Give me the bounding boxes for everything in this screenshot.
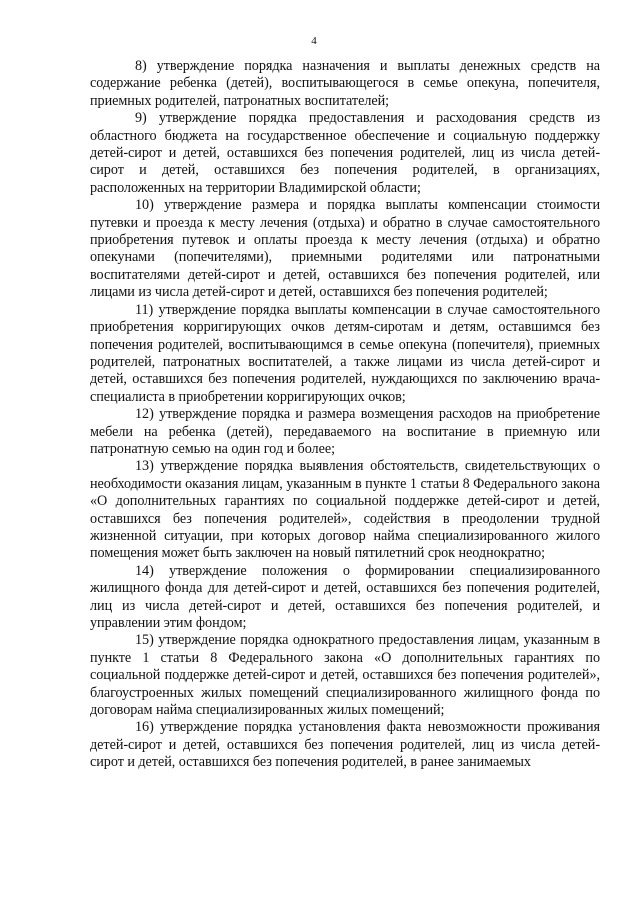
list-item-10: 10) утверждение размера и порядка выплаты компенсации стоимости путевки и проезда к месту лечения (отдыха) и обратно в случае самостоятельного приобретения путевок и оплаты проезда к месту лечения (отдыха) и обратно опекунами (попечителями), приемными родителями или патронатными воспитателями детей-сирот и детей, оставшихся без попечения родителей, или лицами из числа детей-сирот и детей, оставшихся без попечения родителей; (90, 197, 600, 301)
list-item-9: 9) утверждение порядка предоставления и расходования средств из областного бюджета на государственное обеспечение и социальную поддержку детей-сирот и детей, оставшихся без попечения родителей, лиц из числа детей-сирот и детей, оставшихся без попечения родителей, в организациях, расположенных на территории Владимирской области; (90, 110, 600, 196)
list-item-8: 8) утверждение порядка назначения и выплаты денежных средств на содержание ребенка (детей), воспитывающегося в семье опекуна, попечителя, приемных родителей, патронатных воспитателей; (90, 58, 600, 109)
list-item-11: 11) утверждение порядка выплаты компенсации в случае самостоятельного приобретения корригирующих очков детям-сиротам и детям, оставшимся без попечения родителей, воспитывающимся в семье опекуна (попечителя), приемных родителей, патронатных воспитателей, а также лицами из числа детей-сирот и детей, оставшихся без попечения родителей, нуждающихся по заключению врача-специалиста в приобретении корригирующих очков; (90, 301, 600, 405)
list-item-14: 14) утверждение положения о формировании специализированного жилищного фонда для детей-сирот и детей, оставшихся без попечения родителей, лиц из числа детей-сирот и детей, оставшихся без попечения родителей, и управлении этим фондом; (90, 562, 600, 631)
document-body (90, 58, 600, 772)
list-item-15: 15) утверждение порядка однократного предоставления лицам, указанным в пункте 1 статьи 8 Федерального закона «О дополнительных гарантиях по социальной поддержке детей-сирот и детей, оставшихся без попечения родителей», благоустроенных жилых помещений специализированного жилищного фонда по договорам найма специализированных жилых помещений; (90, 632, 600, 719)
list-item-12: 12) утверждение порядка и размера возмещения расходов на приобретение мебели на ребенка (детей), передаваемого на воспитание в приемную или патронатную семью на один год и более; (90, 406, 600, 457)
list-item-16: 16) утверждение порядка установления факта невозможности проживания детей-сирот и детей, оставшихся без попечения родителей, лиц из числа детей-сирот и детей, оставшихся без попечения родителей, в ранее занимаемых (90, 719, 600, 771)
list-item-13: 13) утверждение порядка выявления обстоятельств, свидетельствующих о необходимости оказания лицам, указанным в пункте 1 статьи 8 Федерального закона «О дополнительных гарантиях по социальной поддержке детей-сирот и детей, оставшихся без попечения родителей», содействия в преодолении трудной жизненной ситуации, при которых договор найма специализированного жилого помещения может быть заключен на новый пятилетний срок неоднократно; (90, 458, 600, 562)
page-number: 4 (311, 35, 317, 47)
